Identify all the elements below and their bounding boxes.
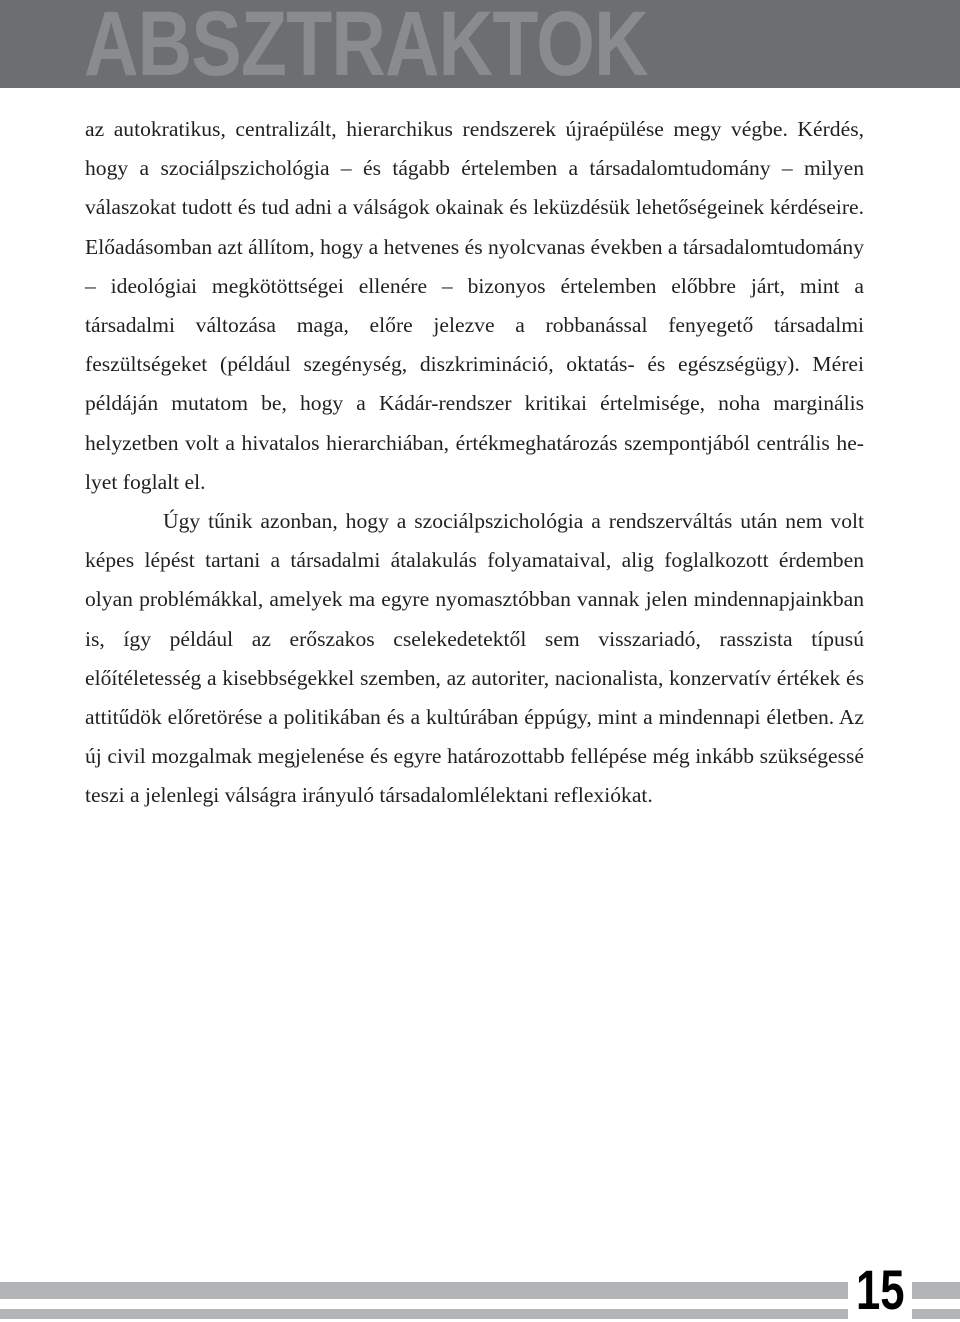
header-band — [0, 0, 960, 88]
footer-band — [0, 1282, 960, 1299]
body-text — [85, 110, 864, 816]
paragraph: az autokratikus, centralizált, hierarchikus rendszerek újraépülése megy végbe. Kérdés, hogy a szociálpszichológia – és tágabb értelemben a társadalomtudomány – milyen válaszokat tudott és tud adni a válságok okainak és leküzdésük lehetőségeinek kérdéseire. Előadásomban azt állítom, hogy a hetvenes és nyolcvanas években a társadalomtudomány – ideológiai megkötöttségei ellenére – bizonyos értelemben előbbre járt, mint a társadalmi változása maga, előre jelezve a robbanással fenyegető társadalmi feszültségeket (például szegénység, diszkrimináció, oktatás- és egészségügy). Mérei példáján mutatom be, hogy a Kádár-rendszer kritikai értelmisége, noha marginális helyzetben volt a hivatalos hierarchiában, értékmeghatározás szempontjából centrális helyet foglalt el. — [85, 117, 864, 494]
paragraph: Úgy tűnik azonban, hogy a szociálpszichológia a rendszerváltás után nem volt képes lépést tartani a társadalmi átalakulás folyamataival, alig foglalkozott érdemben olyan problémákkal, amelyek ma egyre nyomasztóbban vannak jelen mindennapjainkban is, így például az erőszakos cselekedetektől sem visszariadó, rasszista típusú előítéletesség a kisebbségekkel szemben, az autoriter, nacionalista, konzervatív értékek és attitűdök előretörése a politikában és a kultúrában éppúgy, mint a mindennapi életben. Az új civil mozgalmak megjelenése és egyre határozottabb fellépése még inkább szükségessé teszi a jelenlegi válságra irányuló társadalomlélektani reflexiókat. — [85, 509, 864, 808]
page-number: 15 — [856, 1258, 905, 1321]
footer-band — [0, 1309, 960, 1319]
section-title: ABSZTRAKTOK — [84, 0, 648, 88]
